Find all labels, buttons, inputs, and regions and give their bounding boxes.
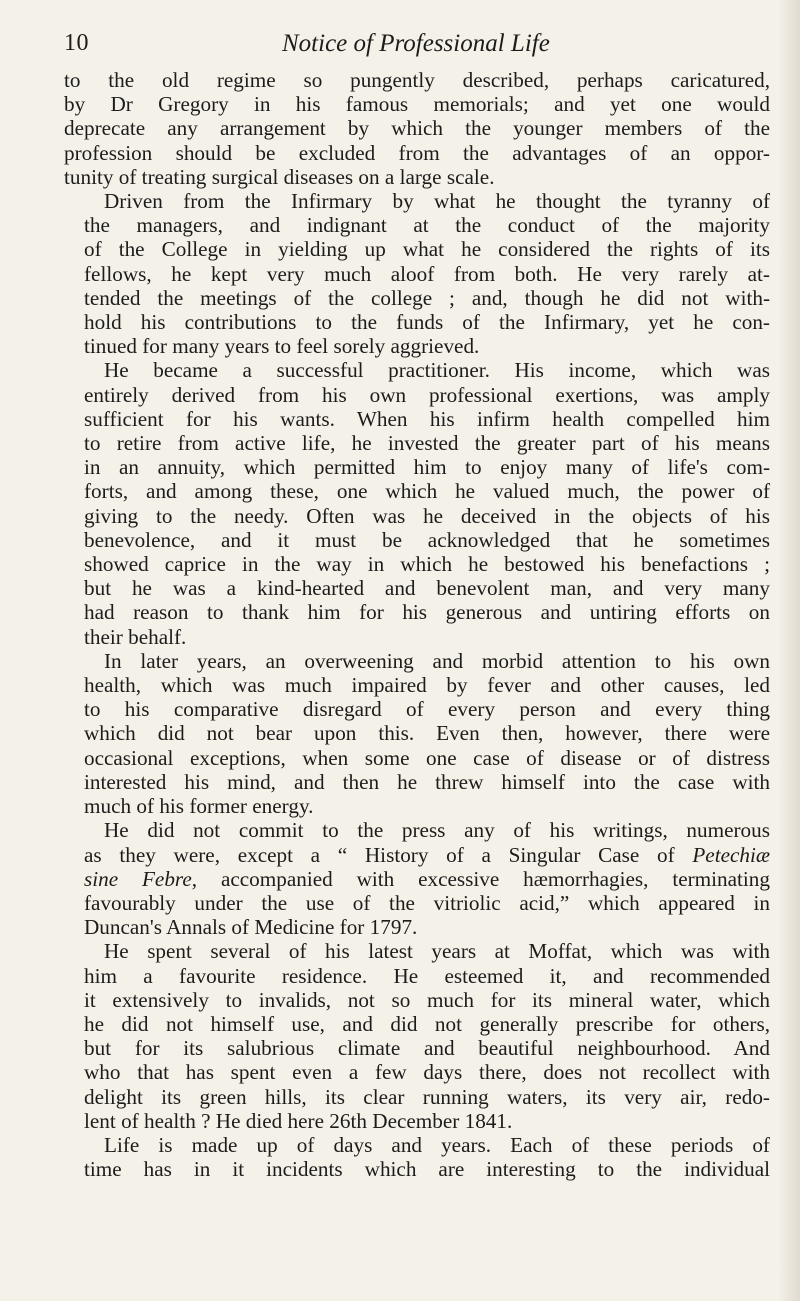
text-line: In later years, an overweening and morbid attention to his own xyxy=(104,648,770,673)
text-line: much of his former energy. xyxy=(84,794,314,819)
text-line: occasional exceptions, when some one case of disease or of distress xyxy=(84,745,770,770)
text-line: giving to the needy. Often was he deceived in the objects of his xyxy=(84,503,770,528)
text-line: delight its green hills, its clear running waters, its very air, redo- xyxy=(84,1084,770,1109)
text-line: in an annuity, which permitted him to enjoy many of life's com- xyxy=(84,455,770,480)
page-header xyxy=(64,30,760,62)
text-line: profession should be excluded from the advantages of an oppor- xyxy=(64,140,770,165)
paragraph-2 xyxy=(64,189,770,358)
page-number: 10 xyxy=(64,30,89,56)
text-line: tinued for many years to feel sorely aggrieved. xyxy=(84,334,480,359)
text-line: He did not commit to the press any of his writings, numerous xyxy=(104,818,770,843)
text-segment: , accompanied with excessive hæmorrhagies, terminating xyxy=(191,866,770,891)
text-line: by Dr Gregory in his famous memorials; and yet one would xyxy=(64,92,770,117)
text-line: the managers, and indignant at the conduct of the majority xyxy=(84,213,770,238)
text-line: to his comparative disregard of every person and every thing xyxy=(84,697,770,722)
text-line: had reason to thank him for his generous and untiring efforts on xyxy=(84,600,770,625)
paragraph-7 xyxy=(64,1133,770,1181)
text-line: showed caprice in the way in which he bestowed his benefactions ; xyxy=(84,552,770,577)
text-line: He became a successful practitioner. His income, which was xyxy=(104,358,770,383)
text-line: He spent several of his latest years at Moffat, which was with xyxy=(104,939,770,964)
text-line: forts, and among these, one which he valued much, the power of xyxy=(84,479,770,504)
text-line: to retire from active life, he invested the greater part of his means xyxy=(84,431,770,456)
text-line: him a favourite residence. He esteemed it, and recommended xyxy=(84,963,770,988)
text-line: entirely derived from his own professional exertions, was amply xyxy=(84,382,770,407)
italic-term: sine Febre xyxy=(84,866,192,891)
text-line: benevolence, and it must be acknowledged that he sometimes xyxy=(84,527,770,552)
paragraph-3 xyxy=(64,358,770,648)
text-line: their behalf. xyxy=(84,624,187,649)
text-line: Life is made up of days and years. Each of these periods of xyxy=(104,1132,770,1157)
text-line: who that has spent even a few days there, does not recollect with xyxy=(84,1060,770,1085)
italic-term: Petechiæ xyxy=(692,842,770,867)
text-line: interested his mind, and then he threw himself into the case with xyxy=(84,769,770,794)
text-line: tended the meetings of the college ; and, though he did not with- xyxy=(84,285,770,310)
text-segment: as they were, except a “ History of a Singular Case of xyxy=(84,842,693,867)
text-line: which did not bear upon this. Even then, however, there were xyxy=(84,721,770,746)
paragraph-4 xyxy=(64,649,770,818)
text-line: it extensively to invalids, not so much for its mineral water, which xyxy=(84,987,770,1012)
text-line: but for its salubrious climate and beautiful neighbourhood. And xyxy=(84,1036,770,1061)
text-line xyxy=(64,867,770,891)
text-line: Driven from the Infirmary by what he thought the tyranny of xyxy=(104,189,770,214)
text-line: time has in it incidents which are interesting to the individual xyxy=(84,1157,770,1182)
text-line: favourably under the use of the vitriolic acid,” which appeared in xyxy=(84,890,770,915)
text-line: fellows, he kept very much aloof from both. He very rarely at- xyxy=(84,261,770,286)
text-line: tunity of treating surgical diseases on a large scale. xyxy=(64,164,495,189)
text-line: deprecate any arrangement by which the younger members of the xyxy=(64,116,770,141)
paragraph-1 xyxy=(64,68,770,189)
text-line: lent of health ? He died here 26th December 1841. xyxy=(84,1108,513,1133)
page-edge-shadow xyxy=(778,0,800,1301)
text-line: of the College in yielding up what he considered the rights of its xyxy=(84,237,770,262)
text-line: he did not himself use, and did not generally prescribe for others, xyxy=(84,1011,770,1036)
text-line: sufficient for his wants. When his infirm health compelled him xyxy=(84,406,770,431)
paragraph-6 xyxy=(64,939,770,1133)
text-line xyxy=(64,843,770,867)
text-line: Duncan's Annals of Medicine for 1797. xyxy=(84,915,418,940)
text-line: hold his contributions to the funds of the Infirmary, yet he con- xyxy=(84,310,770,335)
text-line: health, which was much impaired by fever and other causes, led xyxy=(84,673,770,698)
paragraph-5 xyxy=(64,818,770,939)
text-line: but he was a kind-hearted and benevolent man, and very many xyxy=(84,576,770,601)
text-line: to the old regime so pungently described, perhaps caricatured, xyxy=(64,68,770,92)
running-title: Notice of Professional Life xyxy=(282,30,550,57)
body-text xyxy=(64,68,770,1181)
